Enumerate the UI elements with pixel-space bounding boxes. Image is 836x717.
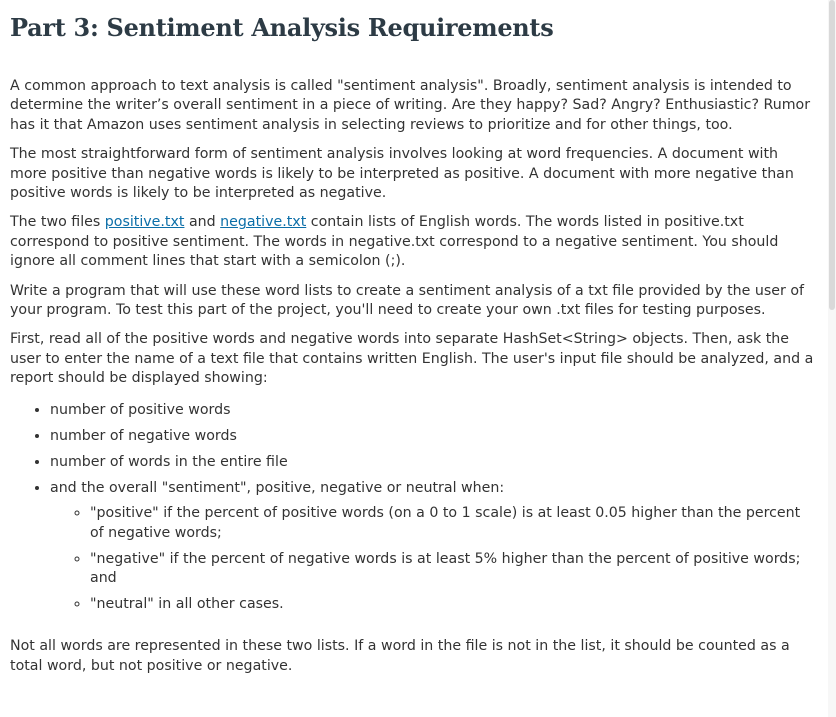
- paragraph-intro: A common approach to text analysis is called "sentiment analysis". Broadly, sentiment analysis is intended to determine the writer’s overall sentiment in a piece of writing. Are they happy? Sad? Angry? Enthusiastic? Rumor has it that Amazon uses sentiment analysis in selecting reviews to prioritize and for other things, too.: [10, 78, 811, 133]
- paragraph-unlisted-words: Not all words are represented in these two lists. If a word in the file is not in the list, it should be counted as a total word, but not positive or negative.: [10, 638, 790, 674]
- list-item: • number of positive words: [50, 401, 816, 420]
- sub-list-item: ◦ "neutral" in all other cases.: [90, 595, 816, 614]
- list-item: • number of negative words: [50, 427, 816, 446]
- positive-txt-link[interactable]: positive.txt: [104, 214, 185, 231]
- paragraph-hashset: First, read all of the positive words and negative words into separate HashSet<String> objects. Then, ask the user to enter the name of a text file that contains written English. The user's input file should be analyzed, and a report should be displayed showing:: [10, 331, 814, 387]
- negative-txt-link[interactable]: negative.txt: [220, 214, 307, 231]
- sub-list-item: ◦ "negative" if the percent of negative words is at least 5% higher than the percent of positive words; and: [90, 550, 816, 589]
- scrollbar-thumb[interactable]: [829, 0, 835, 310]
- paragraph-word-frequencies: The most straightforward form of sentiment analysis involves looking at word frequencies. A document with more positive than negative words is likely to be interpreted as positive. A document with more negative than positive words is likely to be interpreted as negative.: [10, 146, 794, 202]
- paragraph-word-files: [10, 213, 816, 271]
- paragraph-text: The two files: [10, 214, 105, 231]
- report-list: [10, 401, 816, 615]
- paragraph-program: Write a program that will use these word lists to create a sentiment analysis of a txt file provided by the user of your program. To test this part of the project, you'll need to create your own .txt files for testing purposes.: [10, 282, 805, 319]
- sub-list-item: ◦ "positive" if the percent of positive words (on a 0 to 1 scale) is at least 0.05 higher than the percent of negative words;: [90, 504, 816, 543]
- list-item: • number of words in the entire file: [50, 453, 816, 472]
- paragraph-text: contain lists of English words. The words listed in positive.txt correspond to positive sentiment. The words in negative.txt correspond to a negative sentiment. You should ignore all comment lines that start with a semicolon (;).: [10, 214, 779, 270]
- scrollbar[interactable]: [828, 0, 836, 717]
- document-content: [10, 0, 816, 686]
- list-item-text: and the overall "sentiment", positive, negative or neutral when:: [50, 479, 505, 496]
- page-title: Part 3: Sentiment Analysis Requirements: [10, 13, 554, 42]
- sentiment-rules-list: [50, 504, 816, 614]
- list-item: [50, 479, 816, 615]
- paragraph-text: and: [184, 214, 221, 231]
